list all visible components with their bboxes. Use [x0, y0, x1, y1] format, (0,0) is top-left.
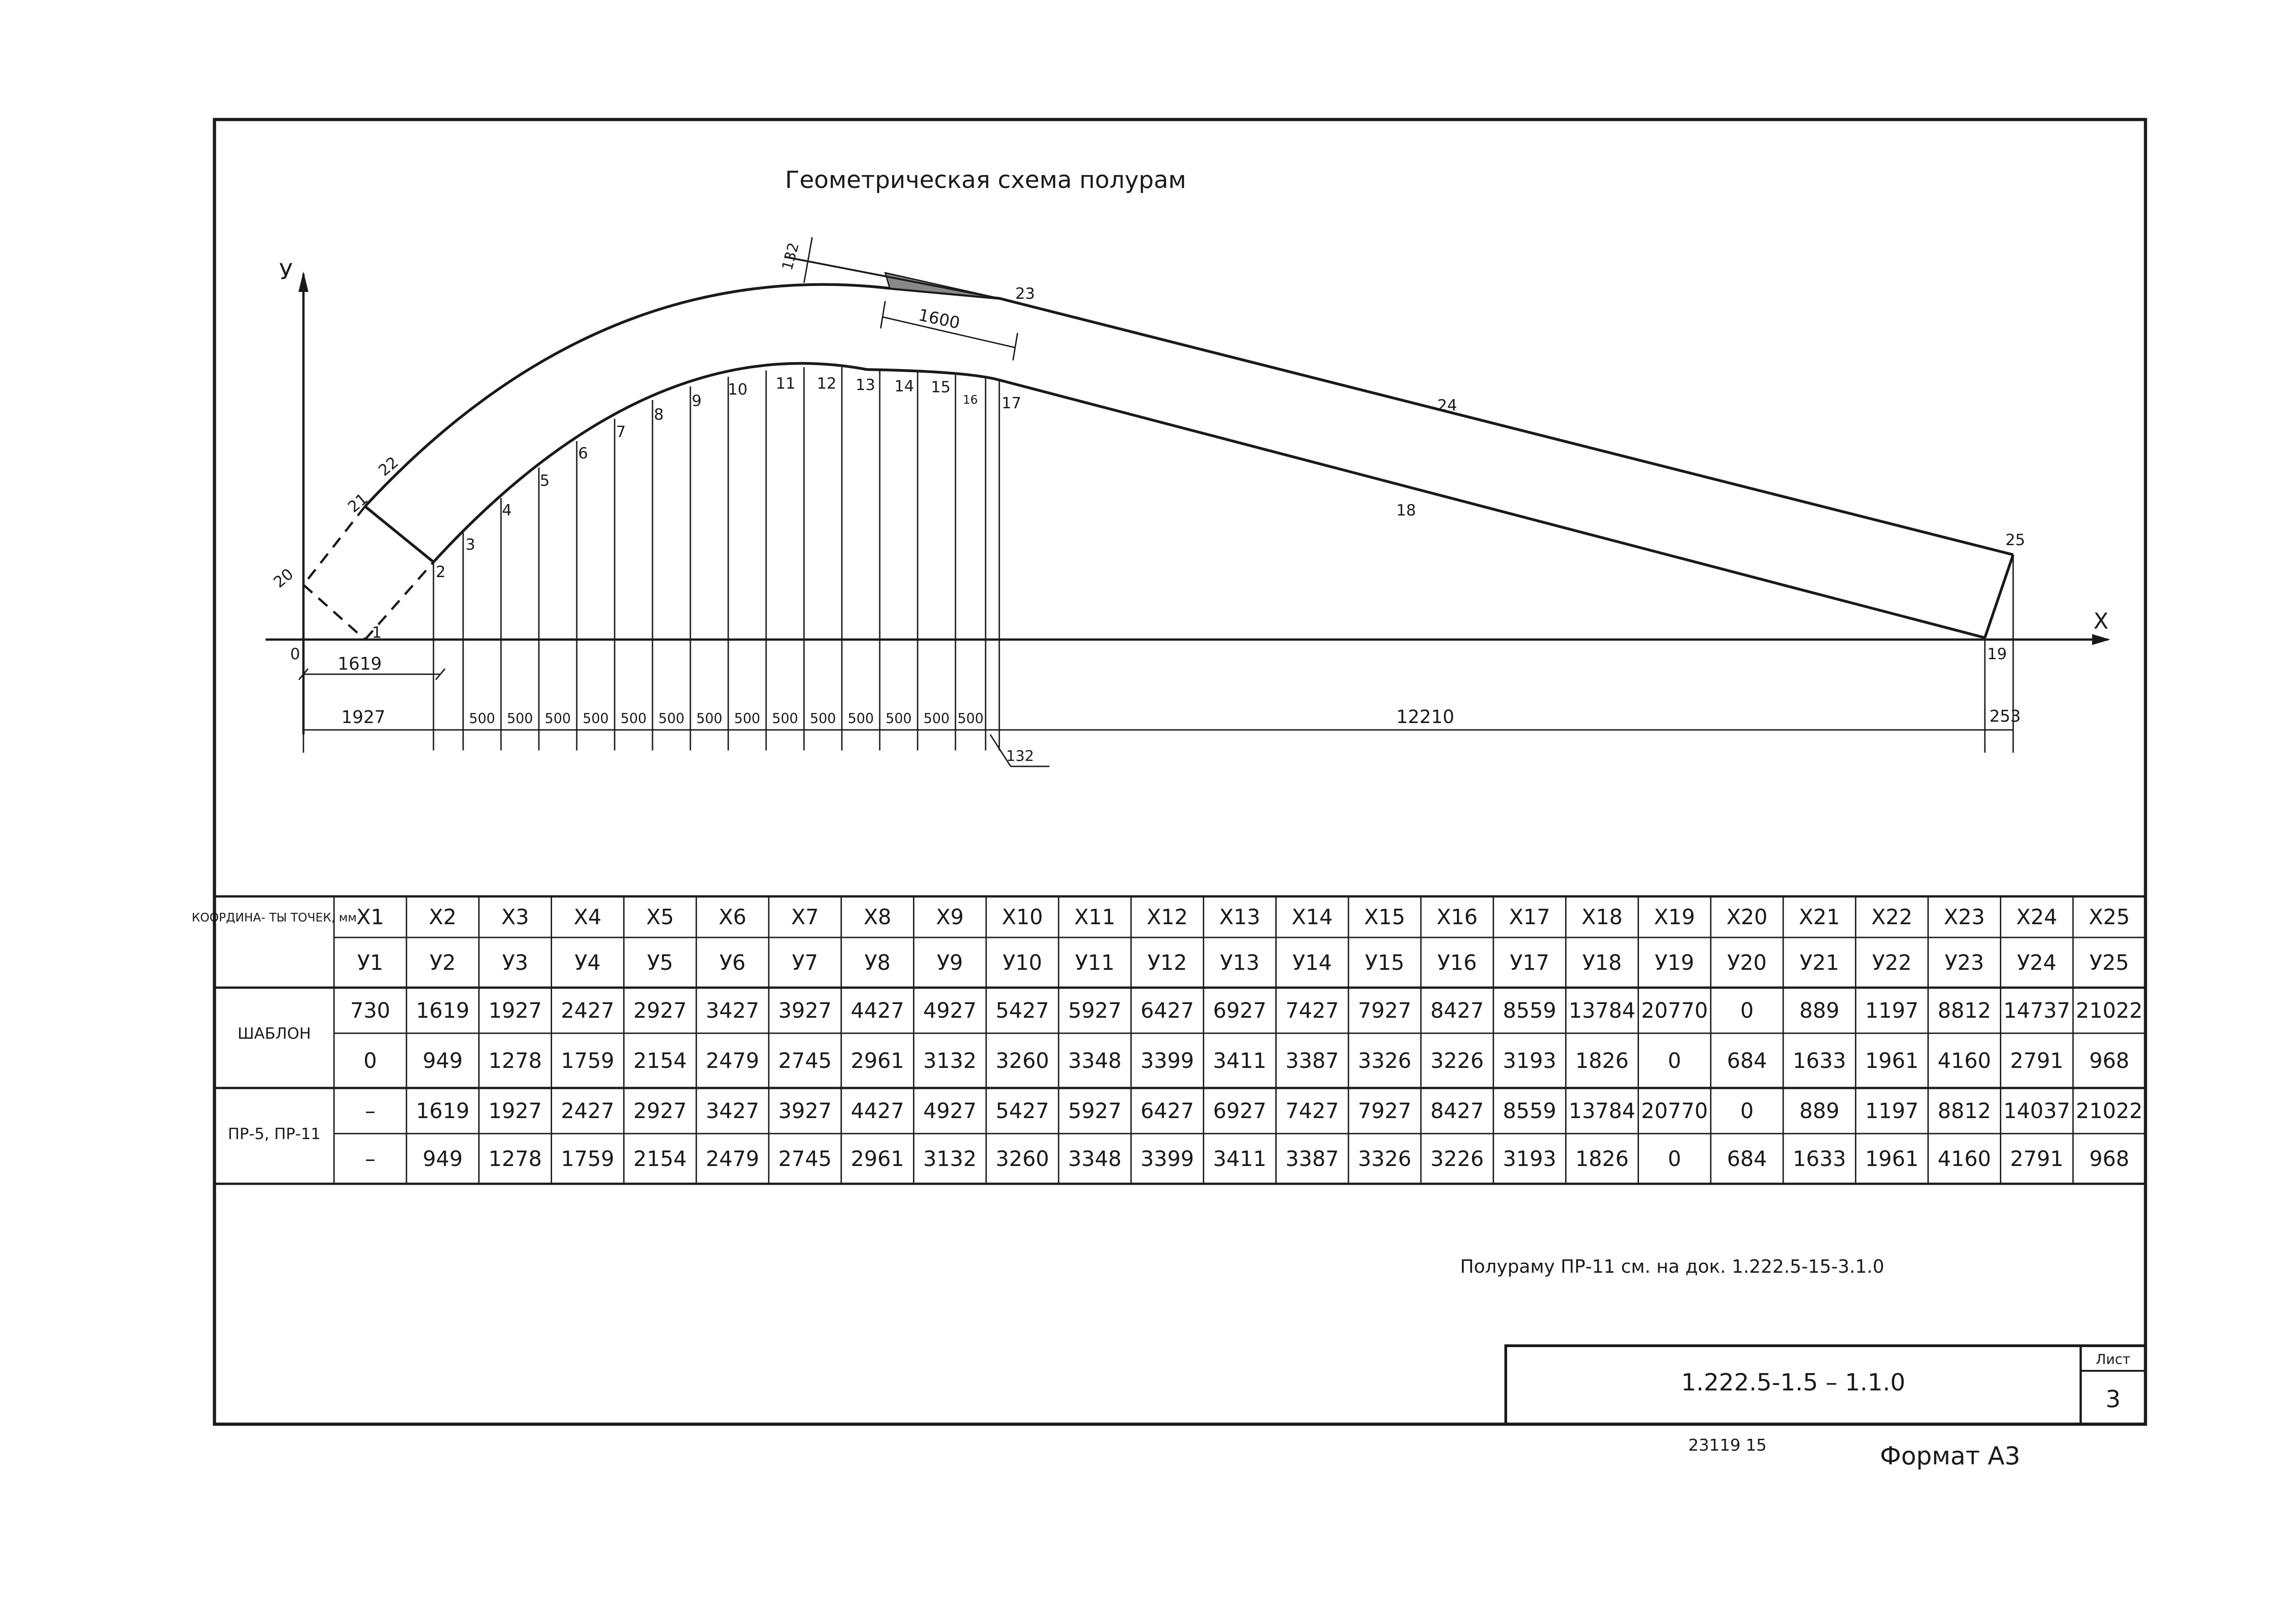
table-cell-x: 4427 [851, 1098, 904, 1123]
point-label-19: 19 [1987, 645, 2007, 663]
point-label-2: 2 [436, 563, 446, 581]
dim-step-label: 500 [658, 711, 685, 727]
table-cell-x: 6427 [1140, 1098, 1194, 1123]
table-y-header: У25 [2089, 950, 2129, 975]
table-x-header: X4 [574, 905, 602, 929]
sheet-label: Лист [2095, 1352, 2131, 1368]
table-cell-y: 2961 [851, 1048, 904, 1073]
table-cell-y: 3387 [1285, 1048, 1339, 1073]
table-cell-x: 4927 [923, 1098, 977, 1123]
outer-chord [365, 285, 2013, 555]
table-cell-y: 1278 [488, 1146, 542, 1171]
table-x-header: X6 [719, 905, 746, 929]
table-cell-y: 1826 [1575, 1146, 1629, 1171]
table-cell-x: 13784 [1568, 1098, 1636, 1123]
table-cell-y: 968 [2089, 1146, 2130, 1171]
table-cell-y: 1278 [488, 1048, 542, 1073]
table-cell-y: 3399 [1140, 1146, 1194, 1171]
table-cell-y: 3193 [1503, 1146, 1556, 1171]
table-cell-y: 3226 [1430, 1146, 1484, 1171]
table-x-header: X21 [1799, 905, 1840, 929]
table-x-header: X24 [2016, 905, 2057, 929]
point-label-6: 6 [578, 444, 588, 463]
drawing-title: Геометрическая схема полурам [785, 167, 1186, 194]
y-axis-arrow [298, 271, 308, 292]
table-cell-x: 1197 [1865, 1098, 1919, 1123]
table-y-header: У17 [1509, 950, 1550, 975]
table-y-header: У19 [1655, 950, 1695, 975]
table-cell-x: 1619 [416, 1098, 470, 1123]
table-group-label: ШАБЛОН [237, 1025, 311, 1043]
table-x-header: X5 [646, 905, 674, 929]
table-cell-y: 1826 [1575, 1048, 1629, 1073]
table-cell-x: 8559 [1503, 1098, 1556, 1123]
table-cell-x: 5427 [996, 998, 1049, 1023]
table-cell-y: 3132 [923, 1146, 977, 1171]
point-label-14: 14 [894, 377, 914, 396]
table-cell-y: 1759 [561, 1146, 615, 1171]
table-cell-x: 6427 [1140, 998, 1194, 1023]
table-cell-y: 3132 [923, 1048, 977, 1073]
table-cell-y: 949 [423, 1048, 463, 1073]
table-x-header: X7 [791, 905, 819, 929]
sheet-number: 3 [2105, 1386, 2121, 1413]
table-cell-x: 7927 [1358, 998, 1412, 1023]
table-y-header: У6 [719, 950, 746, 975]
origin-label: 0 [290, 645, 300, 663]
table-y-header: У5 [647, 950, 673, 975]
dim-12210: 12210 [1396, 707, 1455, 728]
table-cell-y: 0 [1668, 1048, 1681, 1073]
tail-end-edge [1985, 555, 2013, 638]
table-cell-y: 1633 [1792, 1048, 1846, 1073]
dim-1927: 1927 [341, 707, 386, 727]
dim-step-label: 500 [885, 711, 912, 727]
table-cell-x: 2427 [561, 998, 615, 1023]
table-cell-x: 7427 [1285, 998, 1339, 1023]
table-group-label: ПР-5, ПР-11 [228, 1125, 321, 1143]
table-y-header: У13 [1220, 950, 1260, 975]
table-cell-x: 2927 [633, 998, 687, 1023]
table-x-header: X8 [863, 905, 892, 929]
table-cell-x: 8812 [1937, 998, 1991, 1023]
table-cell-y: 3193 [1503, 1048, 1556, 1073]
table-x-header: X13 [1219, 905, 1261, 929]
table-cell-y: 2479 [705, 1048, 759, 1073]
table-x-header: X9 [936, 905, 964, 929]
table-cell-x: 3927 [778, 998, 832, 1023]
table-cell-x: – [365, 1098, 376, 1123]
table-cell-y: 1961 [1865, 1146, 1919, 1171]
table-cell-x: 8427 [1430, 998, 1484, 1023]
table-y-header: У12 [1147, 950, 1187, 975]
table-cell-x: 1927 [488, 998, 542, 1023]
table-x-header: X12 [1147, 905, 1188, 929]
dim-step-label: 500 [544, 711, 571, 727]
dim-step-label: 500 [506, 711, 533, 727]
table-x-header: X1 [356, 905, 384, 929]
inner-chord [433, 364, 1985, 638]
point-label-7: 7 [616, 423, 626, 441]
table-cell-y: – [365, 1146, 376, 1171]
table-x-header: X11 [1074, 905, 1116, 929]
table-cell-x: 889 [1799, 1098, 1840, 1123]
table-x-header: X22 [1871, 905, 1913, 929]
point-label-8: 8 [654, 406, 664, 424]
table-cell-x: 2927 [633, 1098, 687, 1123]
table-cell-x: 5927 [1068, 1098, 1122, 1123]
table-y-header: У11 [1075, 950, 1115, 975]
point-label-4: 4 [502, 501, 512, 520]
table-y-header: У14 [1292, 950, 1332, 975]
table-cell-y: 1633 [1792, 1146, 1846, 1171]
table-cell-y: 2479 [705, 1146, 759, 1171]
dim-1600 [881, 301, 1018, 360]
document-code: 1.222.5-1.5 – 1.1.0 [1681, 1369, 1905, 1396]
inventory-number: 23119 15 [1688, 1436, 1767, 1455]
table-x-header: X10 [1002, 905, 1043, 929]
point-label-15: 15 [931, 378, 951, 396]
table-y-header: У22 [1872, 950, 1912, 975]
dimension-row-500s [303, 707, 2021, 730]
dim-thickness [778, 237, 812, 283]
table-x-header: X20 [1726, 905, 1768, 929]
sheet-format: Формат А3 [1880, 1442, 2020, 1470]
table-cell-y: 4160 [1937, 1048, 1991, 1073]
table-x-header: X3 [501, 905, 529, 929]
dim-step-label: 500 [772, 711, 799, 727]
table-cell-x: 889 [1799, 998, 1840, 1023]
table-cell-y: 949 [423, 1146, 463, 1171]
table-y-header: У15 [1365, 950, 1404, 975]
table-cell-y: 2745 [778, 1146, 832, 1171]
svg-text:1600: 1600 [917, 306, 962, 333]
table-y-header: У21 [1800, 950, 1839, 975]
table-cell-y: 0 [1668, 1146, 1681, 1171]
table-y-header: У7 [792, 950, 818, 975]
y-axis-label: У [279, 259, 293, 285]
table-x-header: X18 [1581, 905, 1623, 929]
svg-text:132: 132 [778, 240, 803, 272]
point-label-22: 22 [375, 453, 402, 480]
table-cell-x: 1619 [416, 998, 470, 1023]
point-label-9: 9 [692, 392, 702, 410]
table-y-header: У1 [357, 950, 384, 975]
dim-step-label: 500 [469, 711, 496, 727]
point-label-5: 5 [540, 472, 550, 490]
table-x-header: X15 [1364, 905, 1405, 929]
table-cell-x: 1197 [1865, 998, 1919, 1023]
table-cell-x: 8559 [1503, 998, 1556, 1023]
table-cell-x: 0 [1740, 998, 1754, 1023]
table-cell-x: 14037 [2003, 1098, 2070, 1123]
table-cell-y: 3348 [1068, 1048, 1122, 1073]
point-label-17: 17 [1002, 394, 1022, 412]
point-label-18: 18 [1396, 501, 1416, 520]
table-cell-x: 5927 [1068, 998, 1122, 1023]
table-header-label: КООРДИНА- ТЫ ТОЧЕК, мм [192, 911, 357, 925]
table-cell-x: 5427 [996, 1098, 1049, 1123]
table-y-header: У18 [1582, 950, 1622, 975]
table-cell-y: 4160 [1937, 1146, 1991, 1171]
table-cell-x: 7927 [1358, 1098, 1412, 1123]
table-cell-x: 4427 [851, 998, 904, 1023]
table-y-header: У4 [574, 950, 601, 975]
table-cell-y: 2154 [633, 1048, 687, 1073]
table-cell-y: 2961 [851, 1146, 904, 1171]
table-cell-y: 3387 [1285, 1146, 1339, 1171]
table-cell-y: 2745 [778, 1048, 832, 1073]
table-cell-y: 3326 [1358, 1146, 1412, 1171]
x-axis-label: X [2093, 609, 2109, 634]
dim-253: 253 [1989, 707, 2021, 726]
point-label-23: 23 [1015, 285, 1035, 303]
geometric-diagram [266, 237, 2110, 766]
point-label-16: 16 [963, 393, 978, 407]
point-label-10: 10 [728, 380, 748, 399]
point-label-21: 21 [344, 489, 371, 516]
table-y-header: У24 [2017, 950, 2057, 975]
table-cell-y: 684 [1727, 1048, 1767, 1073]
table-cell-x: 6927 [1213, 1098, 1267, 1123]
table-cell-x: 6927 [1213, 998, 1267, 1023]
table-y-header: У16 [1437, 950, 1477, 975]
dim-step-label: 500 [847, 711, 874, 727]
table-x-header: X17 [1509, 905, 1550, 929]
table-cell-x: 0 [1740, 1098, 1754, 1123]
table-cell-y: 3226 [1430, 1048, 1484, 1073]
table-cell-x: 3427 [705, 998, 759, 1023]
table-cell-y: 2791 [2010, 1146, 2064, 1171]
table-y-header: У10 [1002, 950, 1042, 975]
table-cell-y: 2154 [633, 1146, 687, 1171]
dim-step-label: 500 [809, 711, 836, 727]
table-x-header: X16 [1436, 905, 1478, 929]
table-x-header: X25 [2088, 905, 2130, 929]
table-cell-x: 4927 [923, 998, 977, 1023]
dashed-template-lines [303, 506, 433, 640]
table-y-header: У8 [864, 950, 891, 975]
table-x-header: X19 [1654, 905, 1695, 929]
point-label-24: 24 [1437, 396, 1457, 415]
point-label-13: 13 [856, 376, 876, 394]
table-y-header: У20 [1727, 950, 1767, 975]
table-cell-y: 1961 [1865, 1048, 1919, 1073]
coordinates-table [192, 896, 2145, 1184]
table-y-header: У2 [429, 950, 456, 975]
hatched-bevel [785, 257, 999, 298]
table-cell-x: 8427 [1430, 1098, 1484, 1123]
table-cell-x: 730 [350, 998, 391, 1023]
ordinate-lines [303, 367, 2013, 753]
x-axis-arrow [2092, 634, 2110, 645]
title-block [1506, 1346, 2145, 1424]
reference-note: Полураму ПР-11 см. на док. 1.222.5-15-3.1.0 [1460, 1256, 1884, 1277]
table-cell-x: 20770 [1641, 1098, 1708, 1123]
table-cell-y: 3260 [996, 1048, 1049, 1073]
table-y-header: У3 [502, 950, 528, 975]
table-cell-y: 3260 [996, 1146, 1049, 1171]
table-cell-y: 3326 [1358, 1048, 1412, 1073]
point-label-20: 20 [270, 565, 297, 592]
dim-step-label: 500 [582, 711, 609, 727]
table-cell-y: 0 [363, 1048, 377, 1073]
dim-step-label: 500 [734, 711, 761, 727]
dim-step-label: 500 [696, 711, 723, 727]
table-cell-x: 21022 [2076, 1098, 2143, 1123]
table-x-header: X23 [1943, 905, 1985, 929]
table-cell-x: 3427 [705, 1098, 759, 1123]
table-cell-y: 3348 [1068, 1146, 1122, 1171]
point-label-11: 11 [776, 375, 796, 393]
dim-step-label: 500 [620, 711, 647, 727]
table-cell-y: 3411 [1213, 1048, 1267, 1073]
svg-text:132: 132 [1006, 747, 1034, 765]
table-cell-x: 2427 [561, 1098, 615, 1123]
table-cell-y: 3399 [1140, 1048, 1194, 1073]
sheet-frame [214, 120, 2145, 1424]
table-cell-y: 1759 [561, 1048, 615, 1073]
svg-text:1619: 1619 [338, 654, 382, 674]
table-cell-x: 13784 [1568, 998, 1636, 1023]
table-x-header: X2 [428, 905, 457, 929]
table-y-header: У9 [937, 950, 963, 975]
dim-step-label: 500 [957, 711, 984, 727]
point-label-25: 25 [2005, 531, 2025, 549]
table-cell-x: 8812 [1937, 1098, 1991, 1123]
table-cell-y: 3411 [1213, 1146, 1267, 1171]
point-label-1: 1 [372, 624, 382, 642]
point-label-3: 3 [465, 536, 475, 554]
table-cell-x: 1927 [488, 1098, 542, 1123]
table-cell-x: 7427 [1285, 1098, 1339, 1123]
table-cell-y: 684 [1727, 1146, 1767, 1171]
table-cell-x: 14737 [2003, 998, 2070, 1023]
dimension-row-1619 [299, 654, 445, 680]
table-cell-x: 20770 [1641, 998, 1708, 1023]
dim-step-label: 500 [923, 711, 950, 727]
table-cell-x: 21022 [2076, 998, 2143, 1023]
crown-edge [365, 506, 433, 562]
point-label-12: 12 [817, 375, 837, 393]
table-cell-x: 3927 [778, 1098, 832, 1123]
table-y-header: У23 [1944, 950, 1984, 975]
table-cell-y: 968 [2089, 1048, 2130, 1073]
table-cell-y: 2791 [2010, 1048, 2064, 1073]
point-labels [270, 285, 2025, 663]
table-x-header: X14 [1291, 905, 1333, 929]
